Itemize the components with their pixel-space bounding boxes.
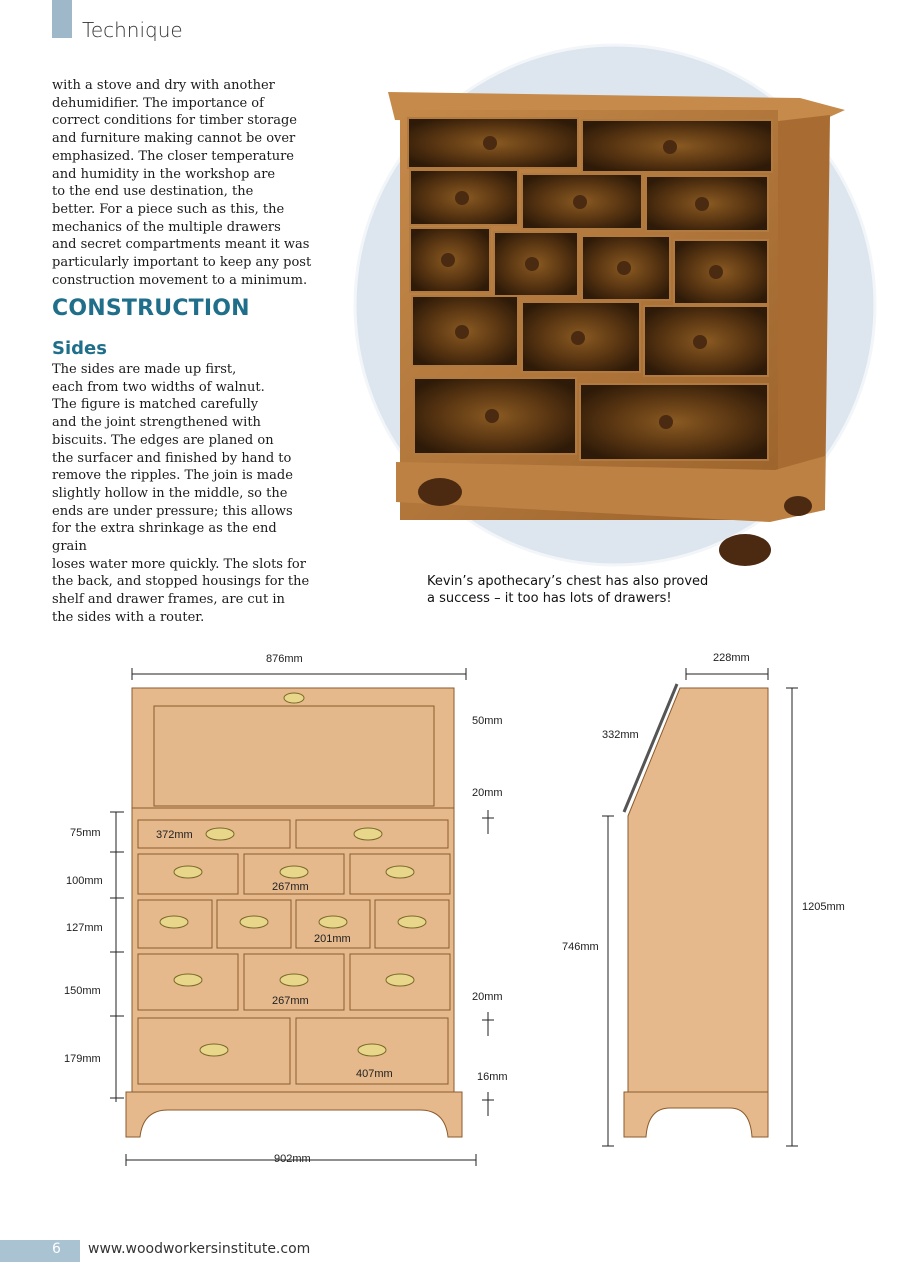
dim-drawer-4: 267mm	[272, 995, 309, 1007]
dim-gap-1: 20mm	[472, 787, 503, 799]
page-number: 6	[52, 1241, 61, 1257]
dim-front-width: 876mm	[266, 653, 303, 665]
dim-drawer-1: 372mm	[156, 829, 193, 841]
photo-caption: Kevin’s apothecary’s chest has also proved a success – it too has lots of drawers!	[427, 574, 709, 606]
header-accent-bar	[52, 0, 72, 38]
footer-website: www.woodworkersinstitute.com	[88, 1241, 311, 1257]
dim-base-width: 902mm	[274, 1153, 311, 1165]
dim-gap-2: 20mm	[472, 991, 503, 1003]
dim-drawer-3: 201mm	[314, 933, 351, 945]
article-subheading: Sides	[52, 338, 107, 359]
dim-drawer-2: 267mm	[272, 881, 309, 893]
dim-row-2: 100mm	[66, 875, 103, 887]
dim-drawer-5: 407mm	[356, 1068, 393, 1080]
dim-row-1: 75mm	[70, 827, 101, 839]
section-title: Technique	[82, 18, 183, 42]
footer-accent-bar	[0, 1240, 80, 1262]
dim-row-4: 150mm	[64, 985, 101, 997]
dim-side-depth: 228mm	[713, 652, 750, 664]
article-paragraph-1: with a stove and dry with another dehumidifier. The importance of correct conditions for timber storage and furniture making cannot be over emphasized. The closer temperature and humidity in the workshop are to the end use destination, the better. For a piece such as this, the mechanics of the multiple drawers and secret compartments meant it was particularly important to keep any post construction movement to a minimum.	[52, 78, 312, 288]
bureau-diagram	[40, 640, 890, 1175]
dim-total-height: 1205mm	[802, 901, 845, 913]
dim-row-5: 179mm	[64, 1053, 101, 1065]
article-paragraph-2: The sides are made up first, each from two widths of walnut. The figure is matched carefully and the joint strengthened with biscuits. The edges are planed on the surfacer and finished by hand to remove the ripples. The join is made slightly hollow in the middle, so the ends are under pressure; this allows for the extra shrinkage as the end grain loses water more quickly. The slots for the back, and stopped housings for the shelf and drawer frames, are cut in the sides with a router.	[52, 362, 310, 625]
dim-lid-length: 332mm	[602, 729, 639, 741]
dim-row-3: 127mm	[66, 922, 103, 934]
chest-photo	[340, 40, 880, 600]
dim-top-gap: 50mm	[472, 715, 503, 727]
dim-gap-3: 16mm	[477, 1071, 508, 1083]
article-heading: CONSTRUCTION	[52, 296, 250, 321]
dim-desk-height: 746mm	[562, 941, 599, 953]
